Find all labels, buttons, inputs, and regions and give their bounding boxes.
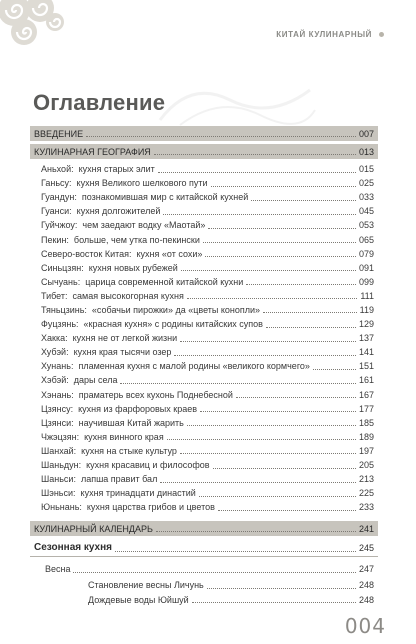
entry-page: 189 [358, 431, 374, 442]
dot-leader [246, 284, 356, 285]
dot-leader [200, 411, 356, 412]
entry-page: 129 [358, 319, 374, 330]
toc-entry[interactable] [30, 317, 378, 331]
dot-leader [174, 355, 356, 356]
dot-leader [187, 425, 356, 426]
running-head: КИТАЙ КУЛИНАРНЫЙ [276, 30, 372, 39]
dot-leader [120, 383, 356, 384]
entry-title: Синьцзян: кухня новых рубежей [41, 262, 178, 273]
entry-title: Юньнань: кухня царства грибов и цветов [41, 502, 215, 513]
dot-leader [236, 397, 356, 398]
dot-leader [199, 496, 356, 497]
dot-leader [180, 341, 356, 342]
entry-page: 167 [358, 389, 374, 400]
entry-title: Хакка: кухня не от легкой жизни [41, 333, 178, 344]
entry-page: 233 [358, 502, 374, 513]
entry-page: 045 [358, 206, 374, 217]
bullet-dot-icon [379, 32, 384, 37]
toc-entry[interactable] [30, 303, 378, 317]
section-spacer [30, 514, 378, 521]
toc-entry[interactable] [30, 458, 378, 472]
section-page: 241 [358, 523, 374, 534]
entry-title: Гуйчжоу: чем заедают водку «Маотай» [41, 220, 206, 231]
dot-leader [156, 531, 356, 532]
entry-title: Цзянси: научившая Китай жарить [41, 417, 184, 428]
toc-entry[interactable] [30, 373, 378, 387]
entry-page: 065 [358, 234, 374, 245]
toc-entry[interactable] [30, 190, 378, 204]
page-number: 004 [344, 614, 386, 638]
entry-title: Весна [45, 564, 71, 575]
toc-entry[interactable] [30, 444, 378, 458]
dot-leader [158, 172, 356, 173]
dot-leader [211, 186, 356, 187]
toc-entry[interactable] [30, 261, 378, 275]
entry-title: Хунань: пламенная кухня с малой родины «великого кормчего» [41, 361, 310, 372]
toc-entry[interactable] [30, 402, 378, 416]
entry-title: Фуцзянь: «красная кухня» с родины китайских супов [41, 319, 263, 330]
entry-title: Дождевые воды Юйшуй [88, 594, 189, 605]
toc-entry-yushui[interactable] [30, 593, 378, 607]
dot-leader [208, 228, 356, 229]
toc-entry[interactable] [30, 331, 378, 345]
entry-page: 197 [358, 445, 374, 456]
dot-leader [203, 242, 356, 243]
toc-entry[interactable] [30, 345, 378, 359]
entry-page: 119 [359, 304, 374, 315]
toc-entry[interactable] [30, 204, 378, 218]
entry-title: Северо-восток Китая: кухня «от сохи» [41, 248, 203, 259]
toc-section-band[interactable] [30, 144, 378, 159]
entry-title: Шанхай: кухня на стыке культур [41, 445, 177, 456]
entry-title: Шаньдун: кухня красавиц и философов [41, 460, 210, 471]
dot-leader [207, 588, 356, 589]
entry-title: Хубэй: кухня края тысячи озер [41, 347, 172, 358]
dot-leader [263, 312, 357, 313]
entry-page: 015 [358, 164, 374, 175]
section-title: КУЛИНАРНАЯ ГЕОГРАФИЯ [34, 146, 151, 157]
dot-leader [163, 214, 356, 215]
entry-title: Гуанси: кухня долгожителей [41, 206, 161, 217]
subsection-title: Сезонная кухня [34, 542, 112, 554]
swirl-ornament-icon [0, 0, 70, 60]
background-watermark-icon [150, 70, 320, 130]
dot-leader [187, 298, 357, 299]
dot-leader [192, 602, 356, 603]
dot-leader [160, 482, 356, 483]
entry-page: 177 [358, 403, 374, 414]
subsection-page: 245 [358, 542, 374, 553]
toc-entry[interactable] [30, 359, 378, 373]
toc-entry[interactable] [30, 388, 378, 402]
entry-page: 151 [358, 361, 374, 372]
entry-page: 248 [358, 580, 374, 591]
dot-leader [218, 510, 356, 511]
entry-title: Хэнань: праматерь всех кухонь Поднебесной [41, 389, 233, 400]
entry-title: Тибет: самая высокогорная кухня [41, 290, 184, 301]
toc-entry[interactable] [30, 232, 378, 246]
entry-page: 137 [358, 333, 374, 344]
entry-page: 141 [358, 347, 374, 358]
entry-page: 079 [358, 248, 374, 259]
toc-section-band[interactable] [30, 521, 378, 536]
toc-entry[interactable] [30, 289, 378, 303]
dot-leader [266, 327, 356, 328]
toc-entry[interactable] [30, 275, 378, 289]
dot-leader [154, 154, 356, 155]
entry-page: 099 [358, 276, 374, 287]
section-title: ВВЕДЕНИЕ [34, 128, 84, 139]
toc-entry[interactable] [30, 416, 378, 430]
toc-entry[interactable] [30, 247, 378, 261]
section-page: 007 [358, 128, 374, 139]
entry-title: Хэбэй: дары села [41, 375, 118, 386]
toc-entry-spring[interactable] [30, 562, 378, 576]
entry-title: Пекин: больше, чем утка по-пекински [41, 234, 200, 245]
dot-leader [167, 439, 356, 440]
section-title: КУЛИНАРНЫЙ КАЛЕНДАРЬ [34, 523, 153, 534]
entry-page: 205 [358, 460, 374, 471]
dot-leader [115, 551, 356, 552]
toc-subsection-seasonal[interactable] [30, 539, 378, 557]
entry-page: 025 [358, 178, 374, 189]
toc-entry[interactable] [30, 218, 378, 232]
entry-title: Гуандун: познакомившая мир с китайской кухней [41, 192, 249, 203]
table-of-contents [30, 126, 378, 607]
entry-title: Шэньси: кухня тринадцати династий [41, 488, 196, 499]
entry-page: 185 [358, 417, 374, 428]
entry-title: Аньхой: кухня старых элит [41, 164, 155, 175]
dot-leader [86, 136, 356, 137]
toc-entry[interactable] [30, 162, 378, 176]
toc-entry[interactable] [30, 486, 378, 500]
toc-entry[interactable] [30, 500, 378, 514]
dot-leader [181, 270, 356, 271]
dot-leader [251, 200, 356, 201]
entry-title: Ганьсу: кухня Великого шелкового пути [41, 178, 208, 189]
entry-page: 248 [358, 594, 374, 605]
dot-leader [73, 572, 355, 573]
entry-page: 111 [360, 290, 374, 301]
toc-section-band[interactable] [30, 126, 378, 141]
dot-leader [313, 369, 356, 370]
entry-page: 091 [358, 262, 374, 273]
entry-page: 213 [358, 474, 374, 485]
entry-title: Шаньси: лапша правит бал [41, 474, 158, 485]
toc-entry[interactable] [30, 430, 378, 444]
entry-title: Становление весны Личунь [88, 580, 204, 591]
entry-title: Чжэцзян: кухня винного края [41, 431, 164, 442]
entry-page: 247 [358, 564, 374, 575]
entry-page: 161 [358, 375, 374, 386]
entry-title: Сычуань: царица современной китайской кухни [41, 276, 244, 287]
toc-entry-lichun[interactable] [30, 578, 378, 592]
toc-entry[interactable] [30, 472, 378, 486]
toc-entry[interactable] [30, 176, 378, 190]
section-page: 013 [358, 146, 374, 157]
entry-page: 053 [358, 220, 374, 231]
dot-leader [213, 468, 356, 469]
entry-title: Цзянсу: кухня из фарфоровых краев [41, 403, 197, 414]
entry-page: 225 [358, 488, 374, 499]
page-title: Оглавление [33, 90, 166, 115]
dot-leader [180, 453, 356, 454]
entry-title: Тяньцзинь: «собачьи пирожки» да «цветы конопли» [41, 304, 261, 315]
entry-page: 033 [358, 192, 374, 203]
dot-leader [205, 256, 356, 257]
